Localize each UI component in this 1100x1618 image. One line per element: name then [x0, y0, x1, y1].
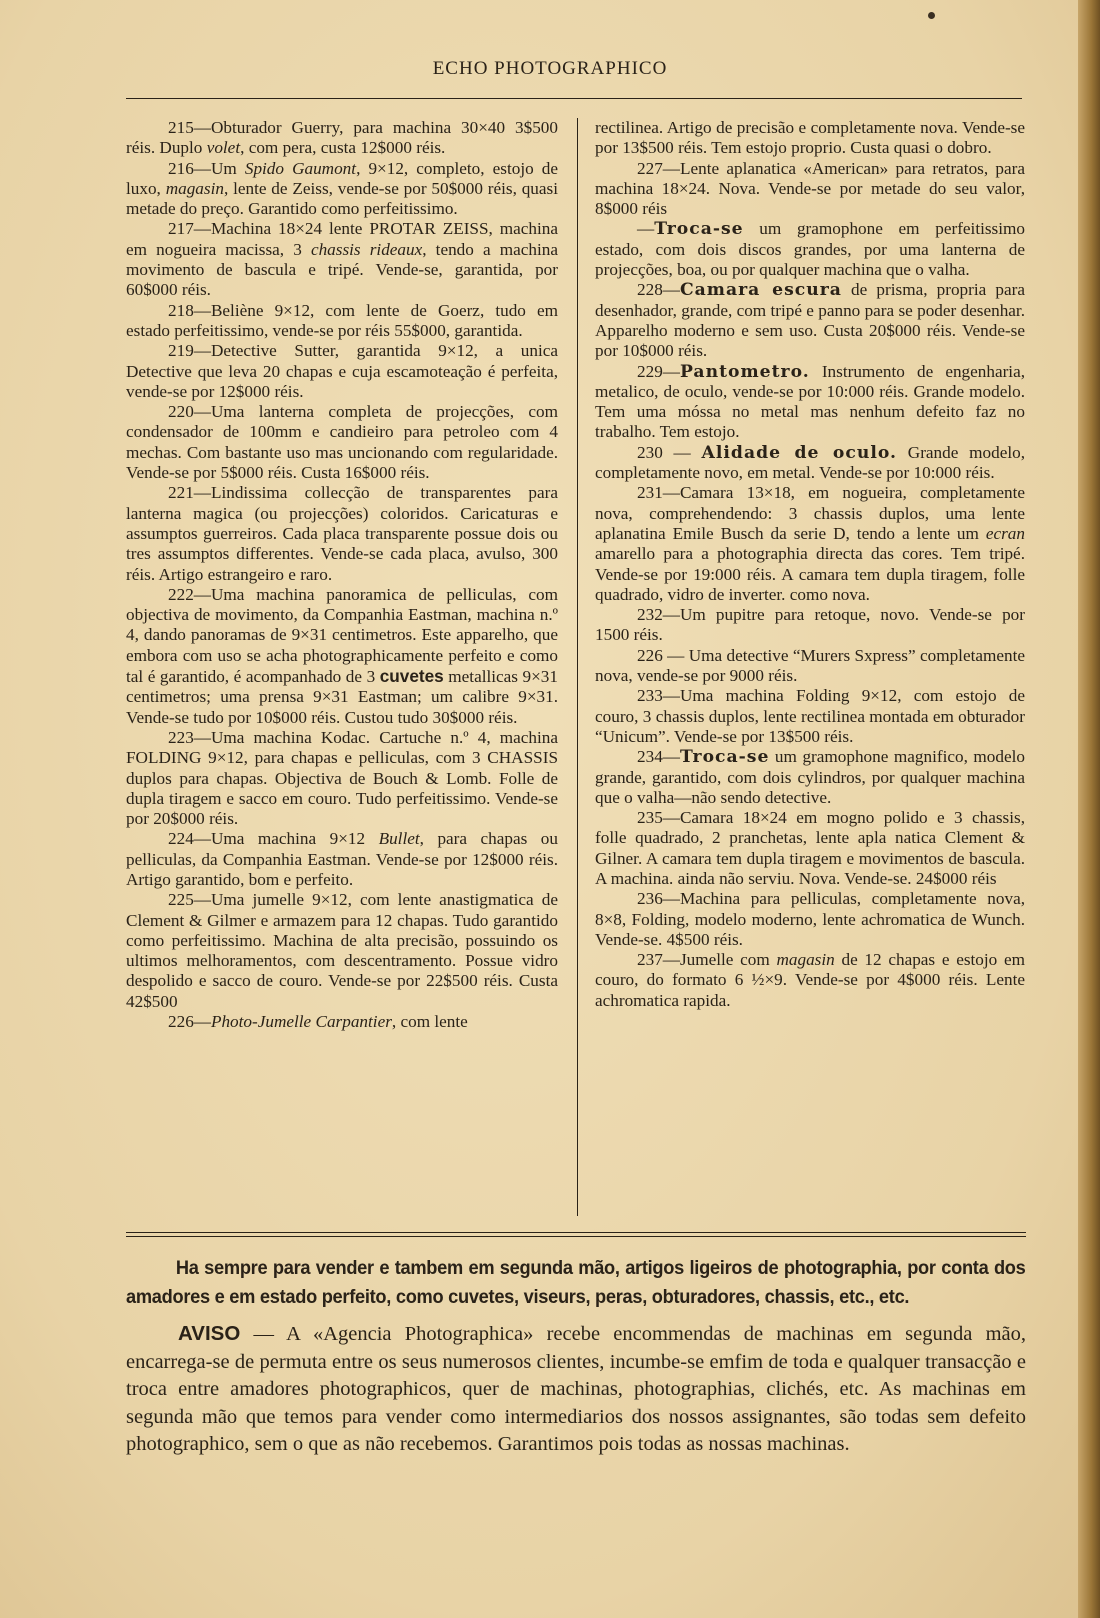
listing-entry: [595, 686, 1025, 747]
sales-notice: [126, 1254, 1026, 1312]
listing-entry: [595, 362, 1025, 443]
entry-text: 232—Um pupitre para retoque, novo. Vende-se por 1500 réis.: [595, 605, 1025, 645]
footer-rule-upper: [126, 1232, 1026, 1233]
entry-text: 223—Uma machina Kodac. Cartuche n.º 4, machina FOLDING 9×12, para chapas e pelliculas, com 3 CHASSIS duplos para chapas. Objectiva de Bouch & Lomb. Folle de dupla tiragem e sacco em couro. Tudo perfeitissimo. Vende-se por 20$000 réis.: [126, 727, 558, 829]
bold-term: cuvetes: [379, 666, 444, 687]
entry-text: 229—: [637, 361, 680, 381]
entry-text: 234—: [637, 747, 680, 767]
entry-text: , com pera, custa 12$000 réis.: [240, 138, 446, 158]
italic-term: Photo-Jumelle Carpantier: [210, 1012, 392, 1032]
listing-entry: [126, 829, 558, 890]
italic-term: magasin: [776, 950, 835, 970]
listing-entry: [595, 889, 1025, 950]
page-edge: [1078, 0, 1100, 1618]
entry-text: 222—Uma machina panoramica de pelliculas, com objectiva de movimento, da Companhia Eastman, machina n.º 4, dando panoramas de 9×31 centimetros. Este apparelho, que embora com uso se acha photographicamente perfeito e como tal é garantido, é acompanhado de 3: [126, 584, 558, 687]
right-column: [595, 118, 1025, 1212]
display-heading: Camara escura: [679, 280, 842, 301]
entry-text: , tendo a machina movimento de bascula e tripé. Vende-se, garantida, por 60$000 réis.: [126, 239, 558, 300]
entry-text: amarello para a photographia directa das cores. Tem tripé. Vende-se por 19:000 réis. A camara tem dupla tiragem, folle quadrado, vidro de inverter. como nova.: [595, 544, 1025, 604]
listing-entry: [595, 646, 1025, 687]
entry-text: de 12 chapas e estojo em couro, do formato 6 ½×9. Vende-se por 4$000 réis. Lente achromatica rapida.: [595, 950, 1025, 1010]
entry-text: , para chapas ou pelliculas, da Companhia Eastman. Vende-se por 12$000 réis. Artigo garantido, bom e perfeito.: [126, 829, 558, 889]
left-column: [126, 118, 558, 1212]
entry-text: , 9×12, completo, estojo de luxo,: [126, 158, 558, 198]
sales-notice-text: Ha sempre para vender e tambem em segunda mão, artigos ligeiros de photographia, por conta dos amadores e em estado perfeito, como cuvetes, viseurs, peras, obturadores, chassis, etc., etc.: [126, 1258, 1026, 1308]
entry-text: 221—Lindissima collecção de transparentes para lanterna magica (ou projecções) coloridos. Caricaturas e assumptos guerreiros. Cada placa transparente possue dois ou tres assumptos differentes. Vende-se cada placa, avulso, 300 réis. Artigo estrangeiro e raro.: [126, 483, 558, 584]
ink-spot: [928, 12, 935, 19]
listing-entry: [126, 159, 558, 220]
entry-text: metallicas 9×31 centimetros; uma prensa 9×31 Eastman; um calibre 9×31. Vende-se tudo por 10$000 réis. Custou tudo 30$000 réis.: [126, 667, 558, 727]
listing-entry: [595, 747, 1025, 808]
footer-rule-lower: [126, 1236, 1026, 1237]
listing-entry: [595, 808, 1025, 889]
aviso-label: AVISO: [178, 1322, 241, 1345]
italic-term: magasin: [165, 178, 224, 198]
entry-text: 235—Camara 18×24 em mogno polido e 3 chassis, folle quadrado, 2 pranchetas, lente apla natica Clement & Gilner. A camara tem dupla tiragem e movimentos de bascula. A machina. ainda não serviu. Nova. Vende-se. 24$000 réis: [595, 808, 1025, 888]
listing-entry: [126, 728, 558, 829]
listing-entry: [595, 950, 1025, 1011]
display-heading: Troca-se: [654, 219, 744, 240]
italic-term: Bullet: [378, 829, 420, 849]
aviso-text: — A «Agencia Photographica» recebe encommendas de machinas em segunda mão, encarrega-se de permuta entre os seus numerosos clientes, incumbe-se emfim de toda e qualquer transacção e troca entre amadores photographicos, quer de machinas, photographias, clichés, etc. As machinas em segunda mão que temos para vender como intermediarios dos nossos assignantes, são todas sem defeito photographico, sem o que as não recebemos. Garantimos pois todas as nossas machinas.: [126, 1323, 1026, 1455]
aviso-paragraph: [126, 1320, 1026, 1459]
italic-term: Spido Gaumont: [244, 158, 357, 178]
listing-entry: [595, 159, 1025, 220]
entry-text: 215—Obturador Guerry, para machina 30×40 3$500 réis. Duplo: [126, 118, 558, 158]
column-divider: [577, 118, 578, 1216]
listing-entry: [126, 585, 558, 728]
listing-entry: [595, 483, 1025, 605]
entry-text: 224—Uma machina 9×12: [168, 829, 379, 849]
listing-entry: [595, 605, 1025, 646]
entry-text: um gramophone magnifico, modelo grande, garantido, com dois cylindros, por qualquer machina que o valha—não sendo detective.: [595, 747, 1025, 807]
italic-term: chassis rideaux: [310, 239, 423, 259]
display-heading: Pantometro.: [679, 361, 810, 382]
entry-text: 230 —: [637, 442, 702, 462]
entry-text: rectilinea. Artigo de precisão e completamente nova. Vende-se por 13$500 réis. Tem estojo proprio. Custa quasi o dobro.: [595, 118, 1025, 158]
entry-text: Instrumento de engenharia, metalico, de oculo, vende-se por 10:000 réis. Grande modelo. Tem uma móssa no metal mas nenhum defeito faz no trabalho. Tem estojo.: [595, 361, 1025, 442]
entry-text: de prisma, propria para desenhador, grande, com tripé e panno para se poder desenhar. Apparelho moderno e sem uso. Custa 20$000 réis. Vende-se por 10$000 réis.: [595, 280, 1025, 361]
entry-text: 236—Machina para pelliculas, completamente nova, 8×8, Folding, modelo moderno, lente achromatica de Wunch. Vende-se. 4$500 réis.: [595, 889, 1025, 949]
entry-text: 228—: [637, 280, 680, 300]
entry-text: Grande modelo, completamente novo, em metal. Vende-se por 10:000 réis.: [595, 442, 1025, 483]
entry-text: 227—Lente aplanatica «American» para retratos, para machina 18×24. Nova. Vende-se por metade do seu valor, 8$000 réis: [595, 158, 1025, 219]
entry-text: 218—Beliène 9×12, com lente de Goerz, tudo em estado perfeitissimo, vende-se por réis 55$000, garantida.: [126, 300, 558, 340]
entry-text: , com lente: [391, 1012, 468, 1032]
listing-entry: [595, 219, 1025, 280]
listing-entry: [126, 1012, 558, 1032]
entry-text: 237—Jumelle com: [637, 950, 777, 970]
listing-entry: [126, 483, 558, 584]
entry-text: , lente de Zeiss, vende-se por 50$000 réis, quasi metade do preço. Garantido como perfeitissimo.: [126, 178, 558, 219]
listing-entry: [595, 443, 1025, 484]
italic-term: volet: [206, 138, 241, 158]
listing-entry: [595, 118, 1025, 159]
entry-text: 225—Uma jumelle 9×12, com lente anastigmatica de Clement & Gilmer e armazem para 12 chapas. Tudo garantido como perfeitissimo. Machina de alta precisão, possuindo os ultimos melhoramentos, com descentramento. Possue vidro despolido e sacco de couro. Vende-se por 22$500 réis. Custa 42$500: [126, 890, 558, 1011]
listing-entry: [126, 301, 558, 342]
display-heading: Troca-se: [679, 747, 770, 768]
entry-text: 220—Uma lanterna completa de projecções, com condensador de 100mm e candieiro para petroleo com 4 mechas. Com bastante uso mas uncionando com regularidade. Vende-se por 5$000 réis. Custa 16$000 réis.: [126, 402, 558, 483]
running-head: ECHO PHOTOGRAPHICO: [432, 58, 668, 79]
listing-entry: [126, 118, 558, 159]
entry-text: 233—Uma machina Folding 9×12, com estojo de couro, 3 chassis duplos, lente rectilinea montada em obturador “Unicum”. Vende-se por 13$500 réis.: [595, 686, 1025, 746]
listing-entry: [126, 890, 558, 1012]
entry-text: —: [637, 219, 655, 239]
entry-text: 219—Detective Sutter, garantida 9×12, a unica Detective que leva 20 chapas e cuja escamoteação é perfeita, vende-se por 12$000 réis.: [126, 341, 558, 401]
listing-entry: [126, 219, 558, 300]
header-rule: [126, 98, 1022, 99]
listing-entry: [595, 280, 1025, 361]
entry-text: 226 — Uma detective “Murers Sxpress” completamente nova, vende-se por 9000 réis.: [595, 645, 1025, 686]
entry-text: um gramophone em perfeitissimo estado, com dois discos grandes, por uma lanterna de projecções, boa, ou por qualquer machina que o valha.: [595, 219, 1025, 280]
entry-text: 216—Um: [168, 158, 245, 178]
display-heading: Alidade de oculo.: [701, 442, 898, 463]
entry-text: 226—: [168, 1012, 211, 1032]
listing-entry: [126, 341, 558, 402]
italic-term: ecran: [985, 523, 1025, 543]
entry-text: 217—Machina 18×24 lente PROTAR ZEISS, machina em nogueira macissa, 3: [126, 219, 558, 259]
entry-text: 231—Camara 13×18, em nogueira, completamente nova, comprehendendo: 3 chassis duplos, uma lente aplanatina Emile Busch da serie D, tendo a lente um: [595, 483, 1025, 543]
listing-entry: [126, 402, 558, 483]
